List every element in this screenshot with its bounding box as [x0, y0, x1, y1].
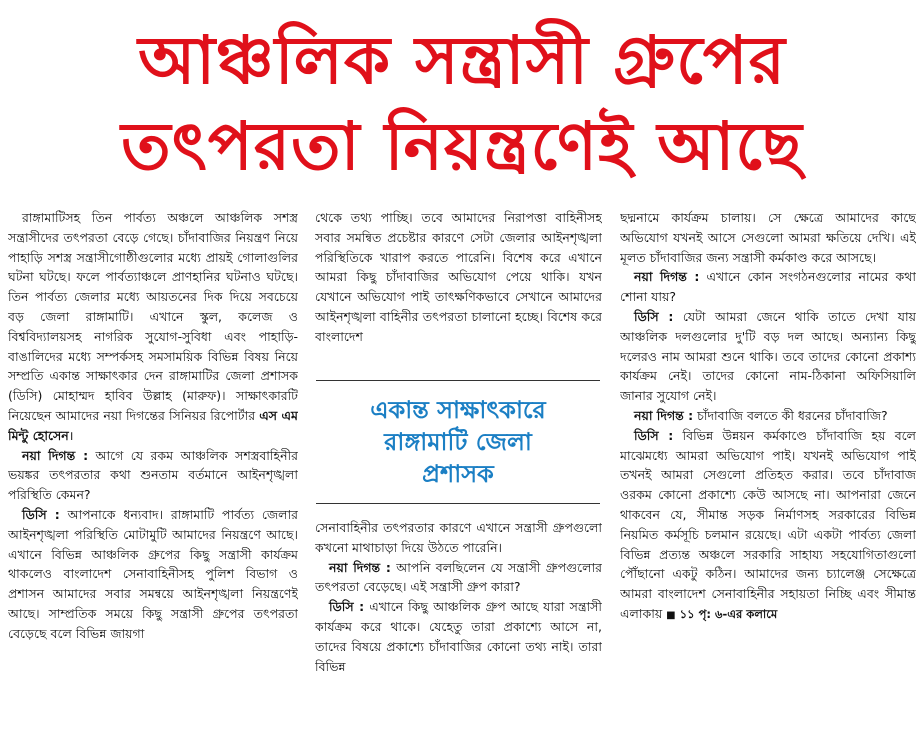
column-3-top-text: ছদ্মনামে কার্যক্রম চালায়। সে ক্ষেত্রে আমাদের কাছে অভিযোগ যখনই আসে সেগুলো আমরা ক্ষতিয়ে দেখি। এই মূলত চাঁদাবাজির জন্য সন্ত্রাসী কর্মকাণ্ড করে আসছে। [620, 210, 916, 265]
pull-quote-line-1: একান্ত সাক্ষাৎকারে [370, 396, 546, 424]
headline-line-2: তৎপরতা নিয়ন্ত্রণেই আছে [121, 108, 803, 185]
article-column-1 [8, 208, 298, 728]
answer-2 [315, 597, 602, 676]
continued-text: ১১ পৃ: ৬-এর কলামে [679, 606, 778, 621]
article-column-3 [620, 208, 916, 728]
dc-label: ডিসি : [634, 308, 674, 324]
reporter-name: এস এম মিন্টু হোসেন [8, 407, 298, 443]
pull-quote [316, 394, 600, 490]
intro-text: রাঙ্গামাটিসহ তিন পার্বত্য অঞ্চলে আঞ্চলিক সশস্ত্র সন্ত্রাসীদের তৎপরতা বেড়ে গেছে। চাঁদাবাজির নিয়ন্ত্রণ নিয়ে পাহাড়ি সশস্ত্র সন্ত্রাসীগোষ্ঠীগুলোর মধ্যে প্রায়ই গোলাগুলির ঘটনা ঘটছে। ফলে পার্বত্যাঞ্চলে প্রাণহানির ঘটনাও ঘটছে। তিন পার্বত্য জেলার মধ্যে আয়তনের দিক দিয়ে সবচেয়ে বড় জেলা রাঙ্গামাটি। এখানে স্কুল, কলেজ ও বিশ্ববিদ্যালয়সহ নাগরিক সুযোগ-সুবিধা এবং পাহাড়ি-বাঙালিদের মধ্যে সম্পর্কসহ সমসাময়িক বিভিন্ন বিষয় নিয়ে সম্প্রতি একান্ত সাক্ষাৎকার দেন রাঙ্গামাটির জেলা প্রশাসক (ডিসি) মোহাম্মদ হাবিব উল্লাহ (মারুফ)। সাক্ষাৎকারটি নিয়েছেন আমাদের নয়া দিগন্তের সিনিয়র রিপোর্টার [8, 210, 298, 423]
interviewer-label: নয়া দিগন্ত : [22, 447, 89, 463]
pull-quote-line-3: প্রশাসক [422, 460, 494, 488]
dc-label: ডিসি : [329, 599, 365, 615]
answer-text: যেটা আমরা জেনে থাকি তাতে দেখা যায় আঞ্চলিক দলগুলোর দু'টি বড় দল আছে। অন্যান্য কিছু দলেরও নাম আমরা শুনে থাকি। তবে তাদের কোনো প্রকাশ্য কার্যক্রম নেই। তাদের কোনো নাম-ঠিকানা অফিসিয়ালি জানার সুযোগ নেই। [620, 308, 916, 404]
question-text: চাঁদাবাজি বলতে কী ধরনের চাঁদাবাজি? [693, 407, 888, 423]
question-text: আপনি বলছিলেন যে সন্ত্রাসী গ্রুপগুলোর তৎপরতা বেড়েছে। এই সন্ত্রাসী গ্রুপ কারা? [315, 559, 602, 595]
answer-4 [620, 426, 916, 626]
pull-quote-bottom-rule [316, 503, 600, 504]
pull-quote-line-2: রাঙ্গামাটি জেলা [384, 428, 532, 456]
interviewer-label: নয়া দিগন্ত : [329, 559, 391, 575]
square-bullet-icon: ■ [666, 609, 676, 621]
interviewer-label: নয়া দিগন্ত : [634, 407, 694, 423]
question-3 [620, 267, 916, 307]
column-2-top-text: থেকে তথ্য পাচ্ছি। তবে আমাদের নিরাপত্তা বাহিনীসহ সবার সমন্বিত প্রচেষ্টার কারণে সেটা জেলার আইনশৃঙ্খলা পরিস্থিতিকে খারাপ করতে পারেনি। বিশেষ করে এখানে আমরা কিছু চাঁদাবাজির অভিযোগ পেয়ে থাকি। যখন যেখানে অভিযোগ পাই তাৎক্ষণিকভাবে সেখানে আমাদের আইনশৃঙ্খলা বাহিনীর তৎপরতা চালানো হচ্ছে। বিশেষ করে বাংলাদেশ [315, 210, 602, 344]
headline-line-1: আঞ্চলিক সন্ত্রাসী গ্রুপের [138, 22, 786, 99]
question-text: আগে যে রকম আঞ্চলিক সশস্ত্রবাহিনীর ভয়ঙ্কর তৎপরতার কথা শুনতাম বর্তমানে আইনশৃঙ্খলা পরিস্থিতি কেমন? [8, 447, 298, 503]
intro-paragraph [8, 208, 298, 446]
answer-1 [8, 505, 298, 644]
interviewer-label: নয়া দিগন্ত : [634, 269, 700, 285]
answer-3 [620, 307, 916, 406]
dc-label: ডিসি : [22, 506, 60, 522]
answer-text: বিভিন্ন উন্নয়ন কর্মকাণ্ডে চাঁদাবাজি হয় বলে মাঝেমধ্যে আমরা অভিযোগ পাই। যখনই অভিযোগ পাই তখনই আমরা সেগুলো প্রতিহত করার। তবে চাঁদাবাজ ওরকম কোনো প্রকাশ্যে কেউ আসছে না। আপনারা জেনে থাকবেন যে, সীমান্ত সড়ক নির্মাণসহ সরকারের বিভিন্ন নিয়মিত কর্মসূচি চলমান রয়েছে। এটা একটা পার্বত্য জেলা বিভিন্ন প্রত্যন্ত অঞ্চলে সরকারি সাহায্য সহযোগিতাগুলো পৌঁছানো একটু কঠিন। আমাদের জন্য চ্যালেঞ্জ সেক্ষেত্রে আমরা বাংলাদেশ সেনাবাহিনীর সহায়তা নিচ্ছি এবং সীমান্ত এলাকায় [620, 427, 916, 621]
continued-reference [666, 607, 777, 621]
intro-end: । [68, 427, 74, 443]
article-column-2-bottom [315, 518, 602, 728]
headline [0, 18, 924, 190]
pull-quote-top-rule [316, 380, 600, 381]
question-4 [620, 406, 916, 426]
question-1 [8, 446, 298, 505]
question-text: এখানে কোন সংগঠনগুলোর নামের কথা শোনা যায়? [620, 269, 916, 305]
question-2 [315, 558, 602, 598]
column-2-bottom-text: সেনাবাহিনীর তৎপরতার কারণে এখানে সন্ত্রাসী গ্রুপগুলো কখনো মাথাচাড়া দিয়ে উঠতে পারেনি। [315, 520, 602, 555]
dc-label: ডিসি : [634, 427, 674, 443]
answer-text: আপনাকে ধন্যবাদ। রাঙ্গামাটি পার্বত্য জেলার আইনশৃঙ্খলা পরিস্থিতি মোটামুটি আমাদের নিয়ন্ত্রণে আছে। এখানে বিভিন্ন আঞ্চলিক গ্রুপের কিছু সন্ত্রাসী কার্যক্রম থাকলেও বাংলাদেশ সেনাবাহিনীসহ পুলিশ বিভাগ ও প্রশাসন আমাদের সবার সমন্বয়ে আইনশৃঙ্খলা নিয়ন্ত্রণেই আছে। সাম্প্রতিক সময়ে কিছু সন্ত্রাসী গ্রুপের তৎপরতা বেড়েছে বলে বিভিন্ন জায়গা [8, 506, 298, 641]
answer-text: এখানে কিছু আঞ্চলিক গ্রুপ আছে যারা সন্ত্রাসী কার্যক্রম করে থাকে। যেহেতু তারা প্রকাশ্যে আসে না, তাদের বিষয়ে প্রকাশ্যে চাঁদাবাজির কোনো তথ্য নাই। তারা বিভিন্ন [315, 599, 602, 674]
